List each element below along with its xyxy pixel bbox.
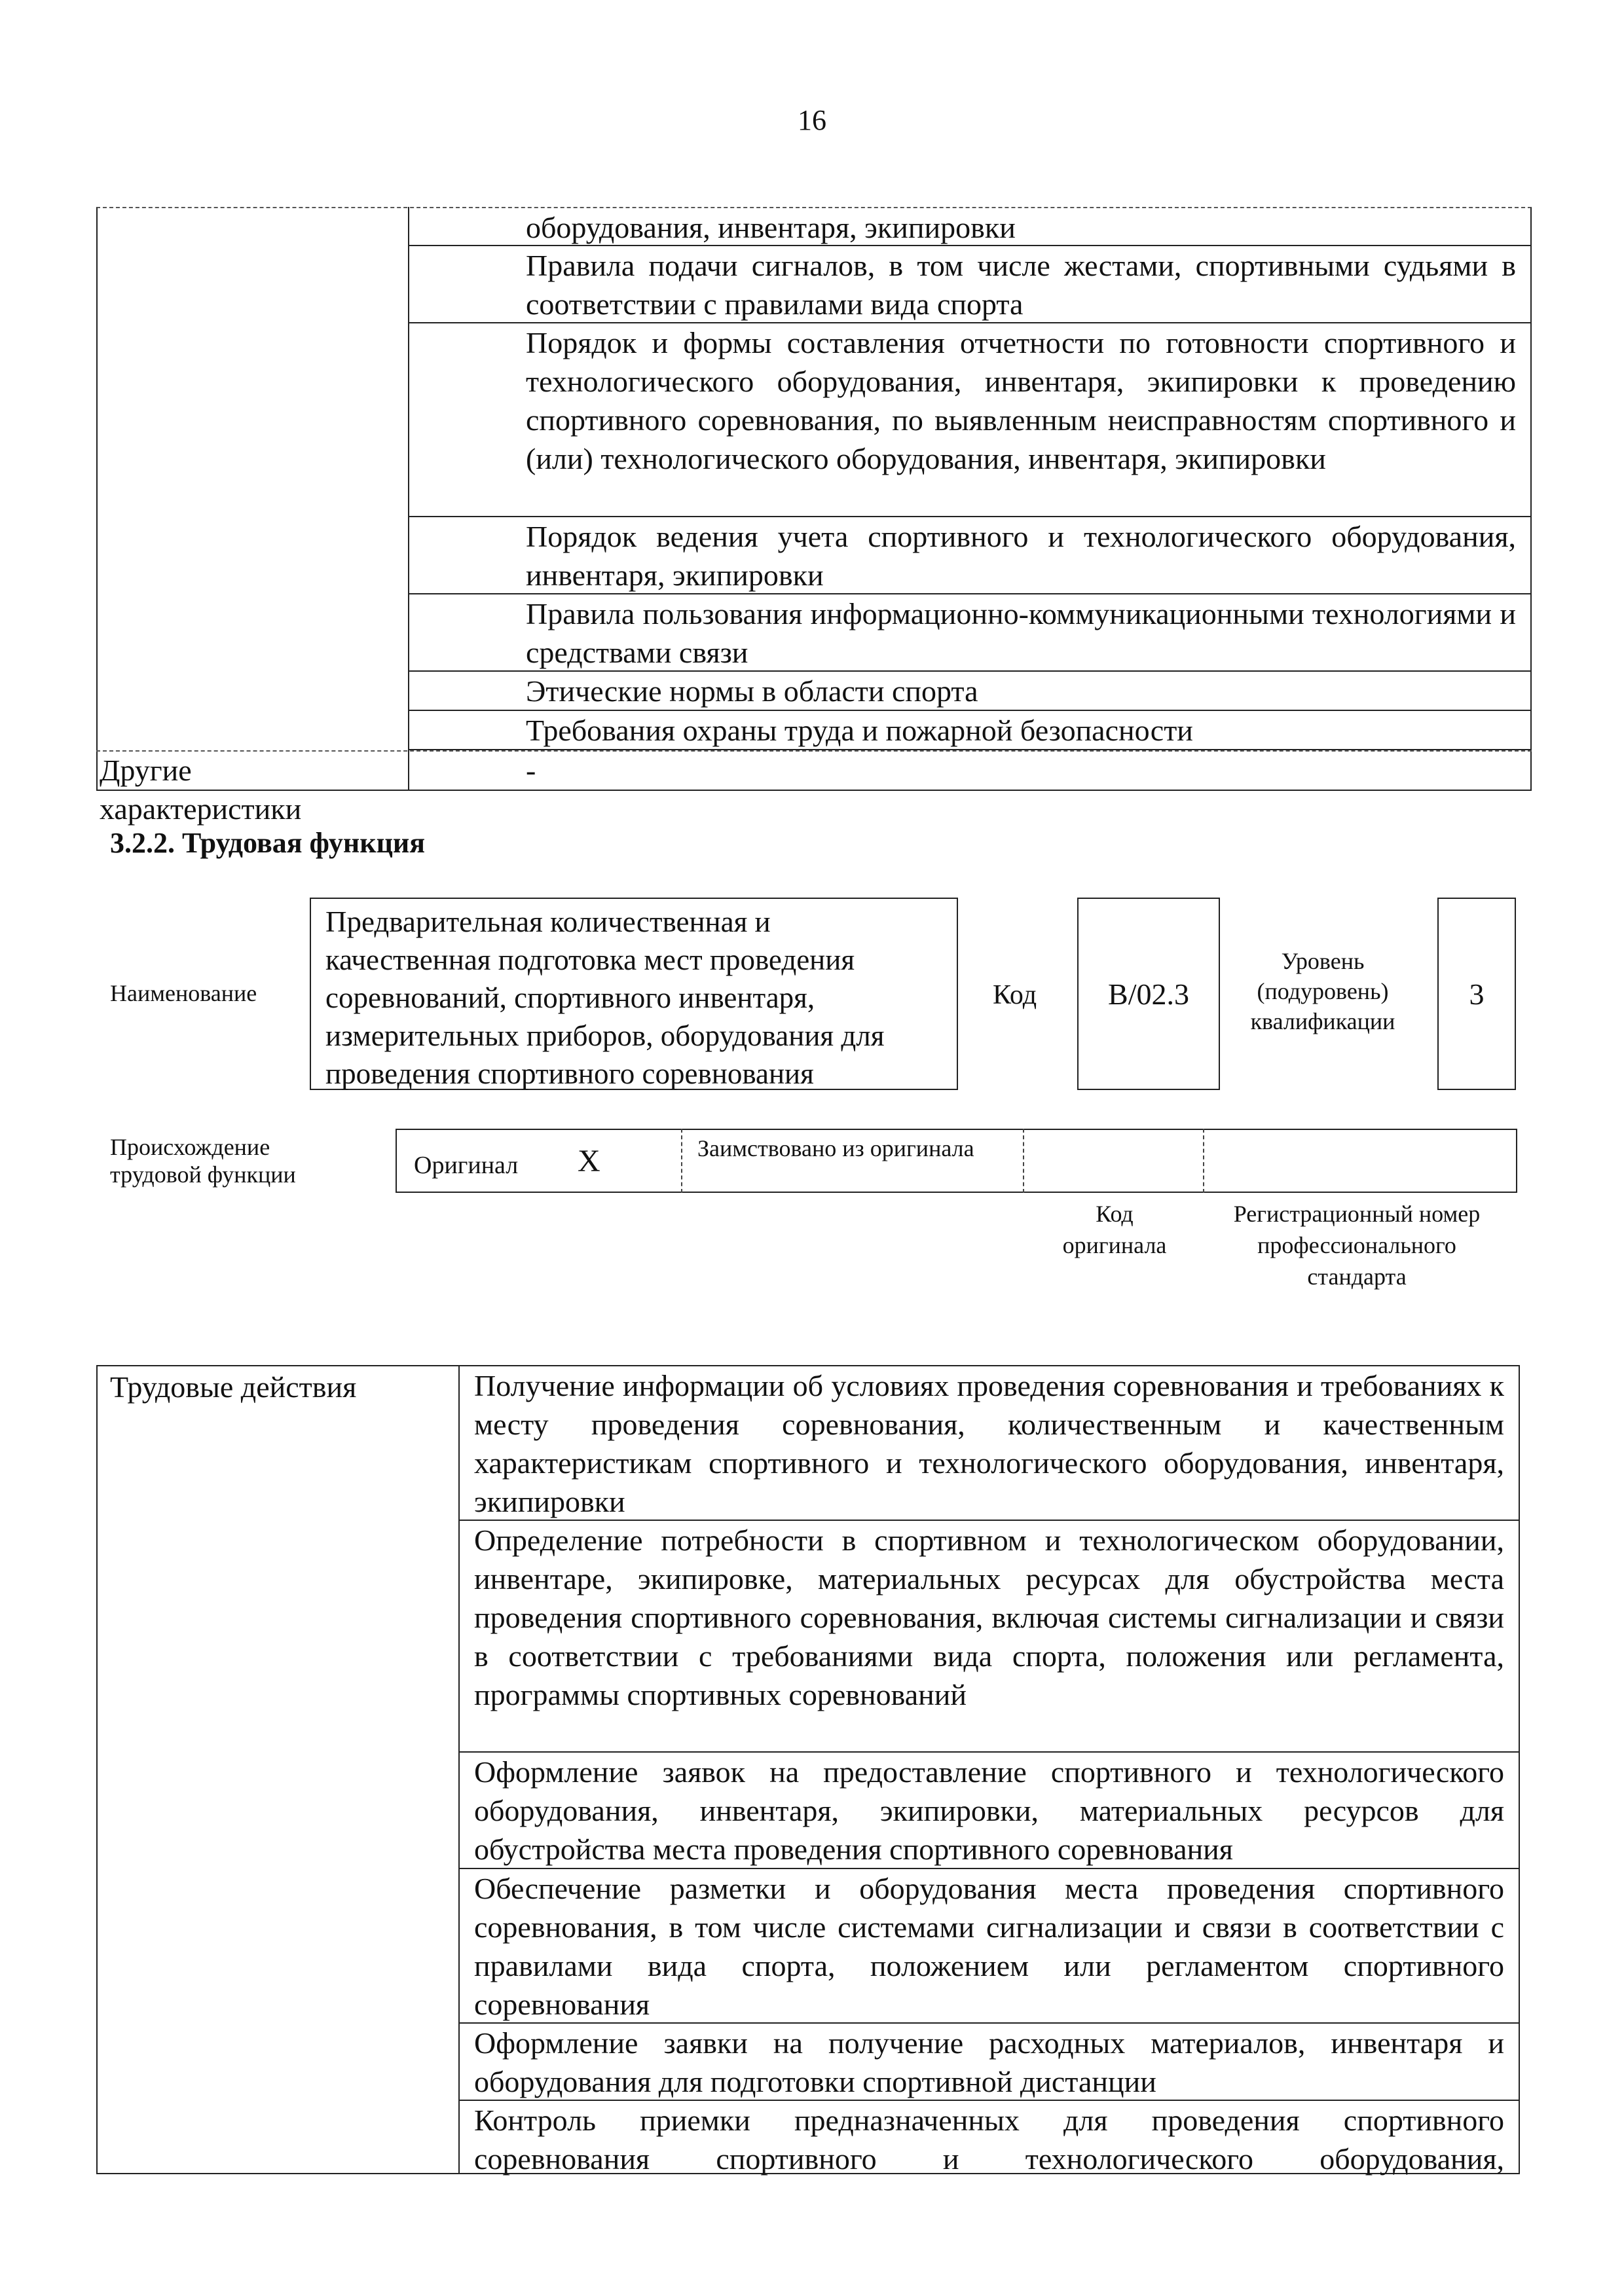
table-row [409,672,1530,711]
level-box [1437,898,1516,1090]
table-row [460,2101,1519,2176]
origin-borrowed-label: Заимствовано из оригинала [697,1135,974,1161]
labor-action-text: Оформление заявок на предоставление спортивного и технологического оборудования, инвентаря, экипировки, материальных ресурсов для обустройства места проведения спортивного соревнования [474,1755,1504,1866]
labor-action-text: Получение информации об условиях проведения соревнования и требованиях к месту проведения соревнования, количественным и качественным характеристикам спортивного и технологического оборудования, инвентаря, экипировки [474,1369,1504,1518]
table-row [409,208,1530,246]
table-row [460,2024,1519,2101]
labor-action-text: Контроль приемки предназначенных для проведения спортивного соревнования спортивного и технологического оборудования, [474,2104,1504,2176]
registration-number-caption: Регистрационный номер профессионального стандарта [1233,1201,1481,1290]
page-number: 16 [798,104,826,136]
code-box [1077,898,1220,1090]
requirement-text: оборудования, инвентаря, экипировки [526,211,1016,244]
origin-divider [1203,1129,1204,1193]
table-row [460,1521,1519,1753]
function-name: Предварительная количественная и качественная подготовка мест проведения соревнований, спортивного инвентаря, измерительных приборов, оборудования для проведения спортивного соревнования [325,905,885,1090]
requirement-text: Требования охраны труда и пожарной безопасности [526,714,1193,747]
origin-divider [681,1129,682,1193]
requirement-text: Порядок ведения учета спортивного и технологического оборудования, инвентаря, экипировки [526,520,1516,592]
code-label: Код [993,980,1037,1010]
name-label: Наименование [110,980,257,1006]
original-code-caption: Код оригинала [1062,1201,1167,1258]
requirement-text: Порядок и формы составления отчетности по готовности спортивного и технологического оборудования, инвентаря, экипировки к проведению спортивного соревнования, по выявленным неисправностям спортивного и (или) технологического оборудования, инвентаря, экипировки [526,326,1516,475]
table-row [460,1753,1519,1869]
origin-mark: X [578,1144,600,1178]
table-row [409,246,1530,323]
requirement-text: Этические нормы в области спорта [526,674,978,708]
labor-action-text: Определение потребности в спортивном и технологическом оборудовании, инвентаре, экипировке, материальных ресурсах для обустройства места проведения спортивного соревнования, включая системы сигнализации и связи в соответствии с требованиями вида спорта, положения или регламента, программы спортивных соревнований [474,1523,1504,1711]
function-name-box [310,898,958,1090]
origin-label: Происхождение трудовой функции [110,1134,296,1188]
origin-original-label: Оригинал [414,1152,519,1179]
table-row [409,711,1530,750]
table-row [409,323,1530,517]
requirement-text: Правила пользования информационно-коммуникационными технологиями и средствами связи [526,597,1516,669]
labor-action-text: Обеспечение разметки и оборудования места проведения спортивного соревнования, в том числе системами сигнализации и связи в соответствии с правилами вида спорта, положением или регламентом спортивного соревнования [474,1872,1504,2021]
other-characteristics-value: - [526,754,536,787]
labor-actions-label: Трудовые действия [110,1370,357,1404]
other-characteristics-label: Другие характеристики [100,754,302,826]
origin-divider [1023,1129,1024,1193]
labor-action-text: Оформление заявки на получение расходных материалов, инвентаря и оборудования для подготовки спортивной дистанции [474,2026,1504,2098]
requirement-text: Правила подачи сигналов, в том числе жестами, спортивными судьями в соответствии с правилами вида спорта [526,249,1516,321]
table-row [460,1869,1519,2024]
table-row [460,1366,1519,1521]
code-value: B/02.3 [1108,977,1189,1011]
level-value: 3 [1469,977,1485,1011]
level-label: Уровень (подуровень) квалификации [1250,948,1395,1034]
table-row [409,517,1530,594]
table-row [409,594,1530,672]
section-heading: 3.2.2. Трудовая функция [110,827,426,859]
